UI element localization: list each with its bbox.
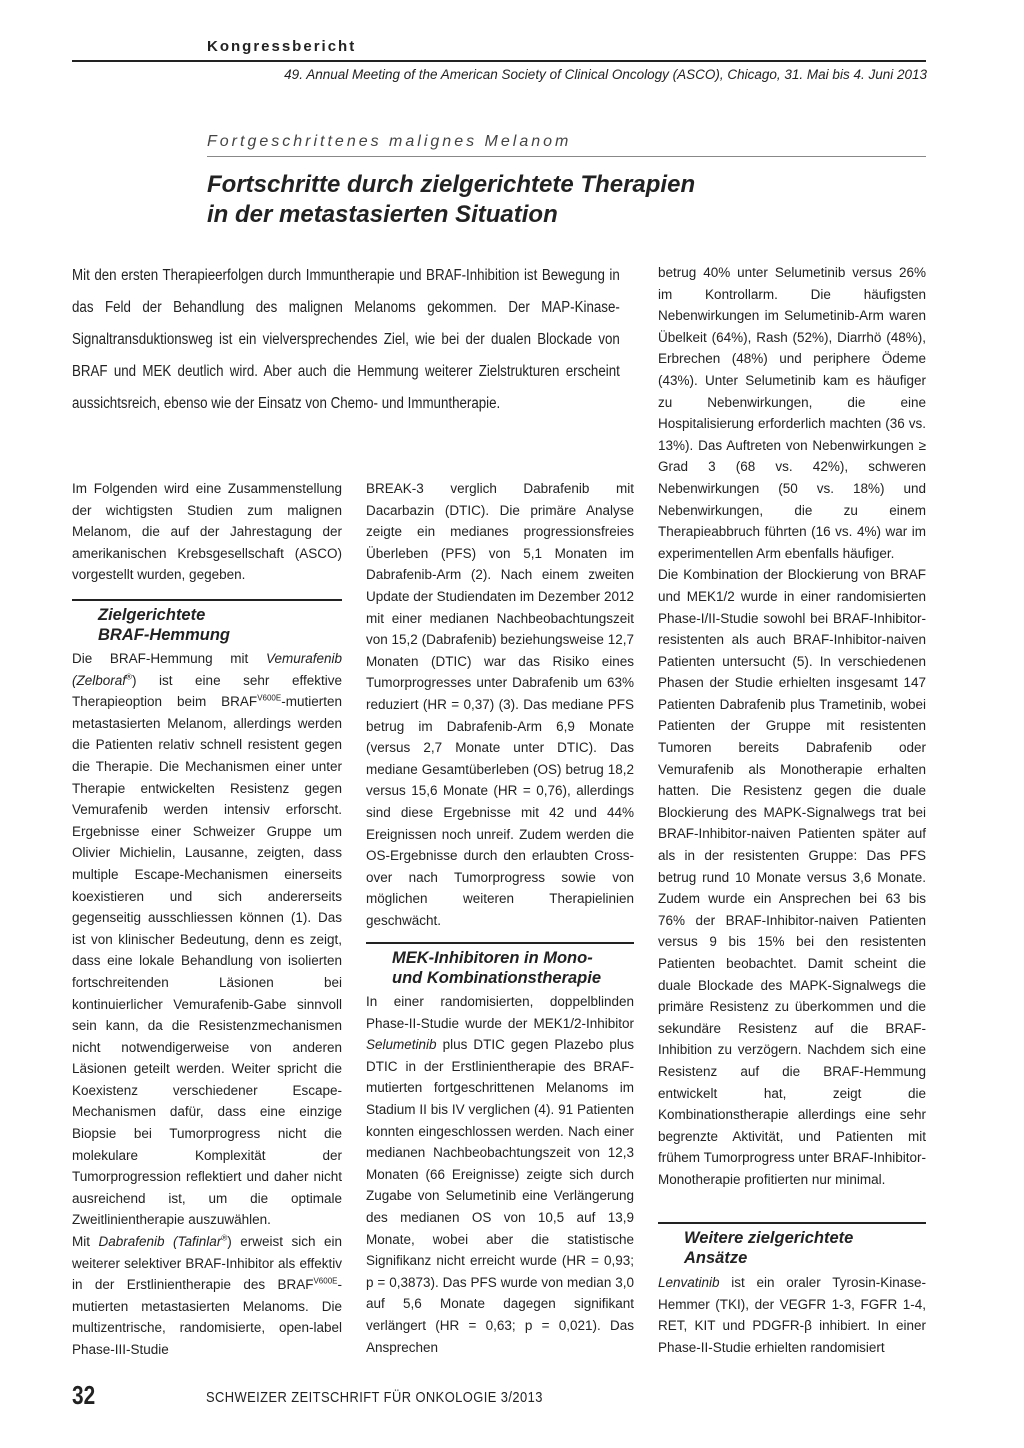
text-run: In einer randomisierten, doppelblinden Phase-II-Studie wurde der MEK1/2-Inhibitor xyxy=(366,994,634,1031)
section-heading-weitere xyxy=(658,1222,926,1268)
column-3-body xyxy=(658,1272,926,1358)
registered-mark: ® xyxy=(221,1233,228,1243)
section-heading-line1: MEK-Inhibitoren in Mono- xyxy=(392,949,593,967)
column-1-intro xyxy=(72,478,342,586)
drug-name: Vemurafenib xyxy=(265,651,342,666)
header-rule xyxy=(72,60,926,62)
column-2-top xyxy=(366,478,634,931)
article-title xyxy=(207,170,695,230)
drug-name: Lenvatinib xyxy=(658,1275,720,1290)
column-3-top xyxy=(658,262,926,1191)
drug-name: Dabrafenib (Tafinlar xyxy=(98,1234,222,1250)
column-1-body xyxy=(72,648,342,1361)
mutation-superscript: V600E xyxy=(257,693,282,703)
running-header-meeting: 49. Annual Meeting of the American Society of Clinical Oncology (ASCO), Chicago, 31. Mai bis 4. Juni 2013 xyxy=(284,67,927,82)
drug-name: Selumetinib xyxy=(366,1037,437,1053)
text-run: ist ein oraler Tyrosin-Kinase-Hemmer (TKI), der VEGFR 1-3, FGFR 1-4, RET, KIT und PDGFR-β inhibiert. In einer Phase-II-Studie erhielten randomisiert xyxy=(658,1275,926,1355)
article-title-line1: Fortschritte durch zielgerichtete Therapien xyxy=(207,171,696,198)
text-run: ) erweist sich ein weiterer selektiver BRAF-Inhibitor als effektiv in der Erstlinientherapie des BRAF xyxy=(72,1234,342,1293)
journal-footer: SCHWEIZER ZEITSCHRIFT FÜR ONKOLOGIE 3/2013 xyxy=(206,1389,543,1406)
section-rule xyxy=(72,599,342,601)
mutation-superscript: V600E xyxy=(313,1276,338,1286)
text-run: Mit xyxy=(72,1234,99,1250)
text-run: Die BRAF-Hemmung mit xyxy=(72,651,266,666)
page-number: 32 xyxy=(72,1380,96,1410)
section-heading-line2: Ansätze xyxy=(684,1249,748,1267)
section-heading-line2: BRAF-Hemmung xyxy=(98,626,230,644)
text-run: ) ist eine sehr effektive Therapieoption beim BRAF xyxy=(72,672,342,710)
section-rule xyxy=(366,942,634,944)
section-heading-braf xyxy=(72,599,342,645)
article-title-line2: in der metastasierten Situation xyxy=(207,201,558,228)
column-2-body xyxy=(366,991,634,1358)
kicker-rule xyxy=(207,156,926,157)
body-paragraph: BREAK-3 verglich Dabrafenib mit Dacarbazin (DTIC). Die primäre Analyse zeigte ein medianes progressionsfreies Überleben (PFS) von 5,1 Monaten im Dabrafenib-Arm (2). Nach einem zweiten Update der Studiendaten im Dezember 2012 mit einer medianen Nachbeobachtungszeit von 15,2 (Dabrafenib) beziehungsweise 12,7 Monaten (DTIC) war das Risiko eines Tumorprogresses unter Dabrafenib um 63% reduziert (HR = 0,37) (3). Das mediane PFS betrug im Dabrafenib-Arm 6,9 Monate (versus 2,7 Monate unter DTIC). Das mediane Gesamtüberleben (OS) betrug 18,2 versus 15,6 Monate (HR = 0,76), allerdings sind diese Ergebnisse mit 42 und 44% Ereignissen noch unreif. Zudem werden die OS-Ergebnisse durch den erlaubten Cross-over nach Tumorprogress sowie von möglichen weiteren Therapielinien geschwächt. xyxy=(366,481,634,928)
body-paragraph: betrug 40% unter Selumetinib versus 26% im Kontrollarm. Die häufigsten Nebenwirkungen im Selumetinib-Arm waren Übelkeit (64%), Rash (52%), Diarrhö (48%), Erbrechen (48%) und periphere Ödeme (43%). Unter Selumetinib kam es häufiger zu Nebenwirkungen, die eine Hospitalisierung erforderlich machten (36 vs. 13%). Das Auftreten von Nebenwirkungen ≥ Grad 3 (68 vs. 42%), schweren Nebenwirkungen (50 vs. 18%) und Nebenwirkungen, die zu einem Therapieabbruch führten (16 vs. 4%) war im experimentellen Arm ebenfalls häufiger. xyxy=(658,265,926,561)
section-heading-line1: Weitere zielgerichtete xyxy=(684,1229,854,1247)
text-run: plus DTIC gegen Plazebo plus DTIC in der Erstlinientherapie des BRAF-mutierten fortgeschrittenen Melanoms im Stadium II bis IV verglichen (4). 91 Patienten konnten eingeschlossen werden. Nach einer medianen Nachbeobachtungszeit von 12,3 Monaten (66 Ereignisse) zeigte sich durch Zugabe von Selumetinib eine Verlängerung des medianen OS von 10,5 auf 13,9 Monate, wobei aber die statistische Signifikanz nicht erreicht wurde (HR = 0,93; p = 0,3873). Das PFS wurde von median 3,0 auf 5,6 Monate dagegen signifikant verlängert (HR = 0,63; p = 0,021). Das Ansprechen xyxy=(366,1037,634,1355)
running-header-section: Kongressbericht xyxy=(207,38,357,55)
body-paragraph xyxy=(366,991,634,1358)
section-heading-mek xyxy=(366,942,634,988)
article-kicker: Fortgeschrittenes malignes Melanom xyxy=(207,133,572,150)
text-run: -mutierten metastasierten Melanom, allerdings werden die Patienten relativ schnell resistent gegen die Therapie. Die Mechanismen einer unter Therapie entwickelten Resistenz gegen Vemurafenib werden intensiv erforscht. Ergebnisse einer Schweizer Gruppe um Olivier Michielin, Lausanne, zeigten, dass multiple Escape-Mechanismen einerseits koexistieren und sich andererseits gegenseitig ausschliessen können (1). Das ist von klinischer Bedeutung, denn es zeigt, dass eine lokale Behandlung von isolierten fortschreitenden Läsionen bei kontinuierlicher Vemurafenib-Gabe sinnvoll sein kann, da die Resistenzmechanismen nicht notwendigerweise von anderen Läsionen geteilt werden. Weiter spricht die Koexistenz verschiedener Escape-Mechanismen dafür, dass eine einzige Biopsie bei Tumorprogress nicht die molekulare Komplexität der Tumorprogression reflektiert und daher nicht ausreichend ist, um die optimale Zweitlinientherapie auszuwählen. xyxy=(72,694,342,1228)
registered-mark: ® xyxy=(126,672,132,682)
section-rule xyxy=(658,1222,926,1224)
body-paragraph xyxy=(658,1272,926,1358)
intro-paragraph: Im Folgenden wird eine Zusammenstellung der wichtigsten Studien zum malignen Melanom, die auf der Jahrestagung der amerikanischen Krebsgesellschaft (ASCO) vorgestellt wurden, gegeben. xyxy=(72,481,342,583)
section-heading-line2: und Kombinationstherapie xyxy=(392,969,602,987)
text-run: -mutierten metastasierten Melanoms. Die multizentrische, randomisierte, open-label Phase-III-Studie xyxy=(72,1277,342,1357)
section-heading-line1: Zielgerichtete xyxy=(98,606,206,624)
body-paragraph xyxy=(72,648,342,1231)
brand-name: (Zelboraf xyxy=(72,672,127,688)
body-paragraph: Die Kombination der Blockierung von BRAF und MEK1/2 wurde in einer randomisierten Phase-I/II-Studie sowohl bei BRAF-Inhibitor-resistenten als auch BRAF-Inhibitor-naiven Patienten untersucht (5). In verschiedenen Phasen der Studie erhielten insgesamt 147 Patienten Dabrafenib plus Trametinib, wobei Patienten der Gruppe mit resistenten Tumoren bereits Dabrafenib oder Vemurafenib als Monotherapie erhalten hatten. Die Resistenz gegen die duale Blockierung des MAPK-Signalwegs trat bei BRAF-Inhibitor-naiven Patienten später auf als in der resistenten Gruppe: Das PFS betrug rund 10 Monate versus 3,6 Monate. Zudem wurde ein Ansprechen bei 63 bis 76% der BRAF-Inhibitor-naiven Patienten versus 9 bis 15% bei den resistenten Patienten beobachtet. Damit scheint die duale Blockade des MAPK-Signalwegs die primäre Resistenz zu überkommen und die sekundäre Resistenz auf die BRAF-Inhibition zu verzögern. Nachdem sich eine Resistenz auf die BRAF-Hemmung entwickelt hat, zeigt die Kombinationstherapie allerdings eine sehr begrenzte Aktivität, und Patienten mit frühem Tumorprogress unter BRAF-Inhibitor-Monotherapie profitierten nur minimal. xyxy=(658,567,926,1187)
article-lead: Mit den ersten Therapieerfolgen durch Immuntherapie und BRAF-Inhibition ist Bewegung in das Feld der Behandlung des malignen Melanoms gekommen. Der MAP-Kinase-Signaltransduktionsweg ist ein vielversprechendes Ziel, wie bei der dualen Blockade von BRAF und MEK deutlich wird. Aber auch die Hemmung weiterer Zielstrukturen erscheint aussichtsreich, ebenso wie der Einsatz von Chemo- und Immuntherapie. xyxy=(72,267,620,412)
body-paragraph xyxy=(72,1231,342,1361)
